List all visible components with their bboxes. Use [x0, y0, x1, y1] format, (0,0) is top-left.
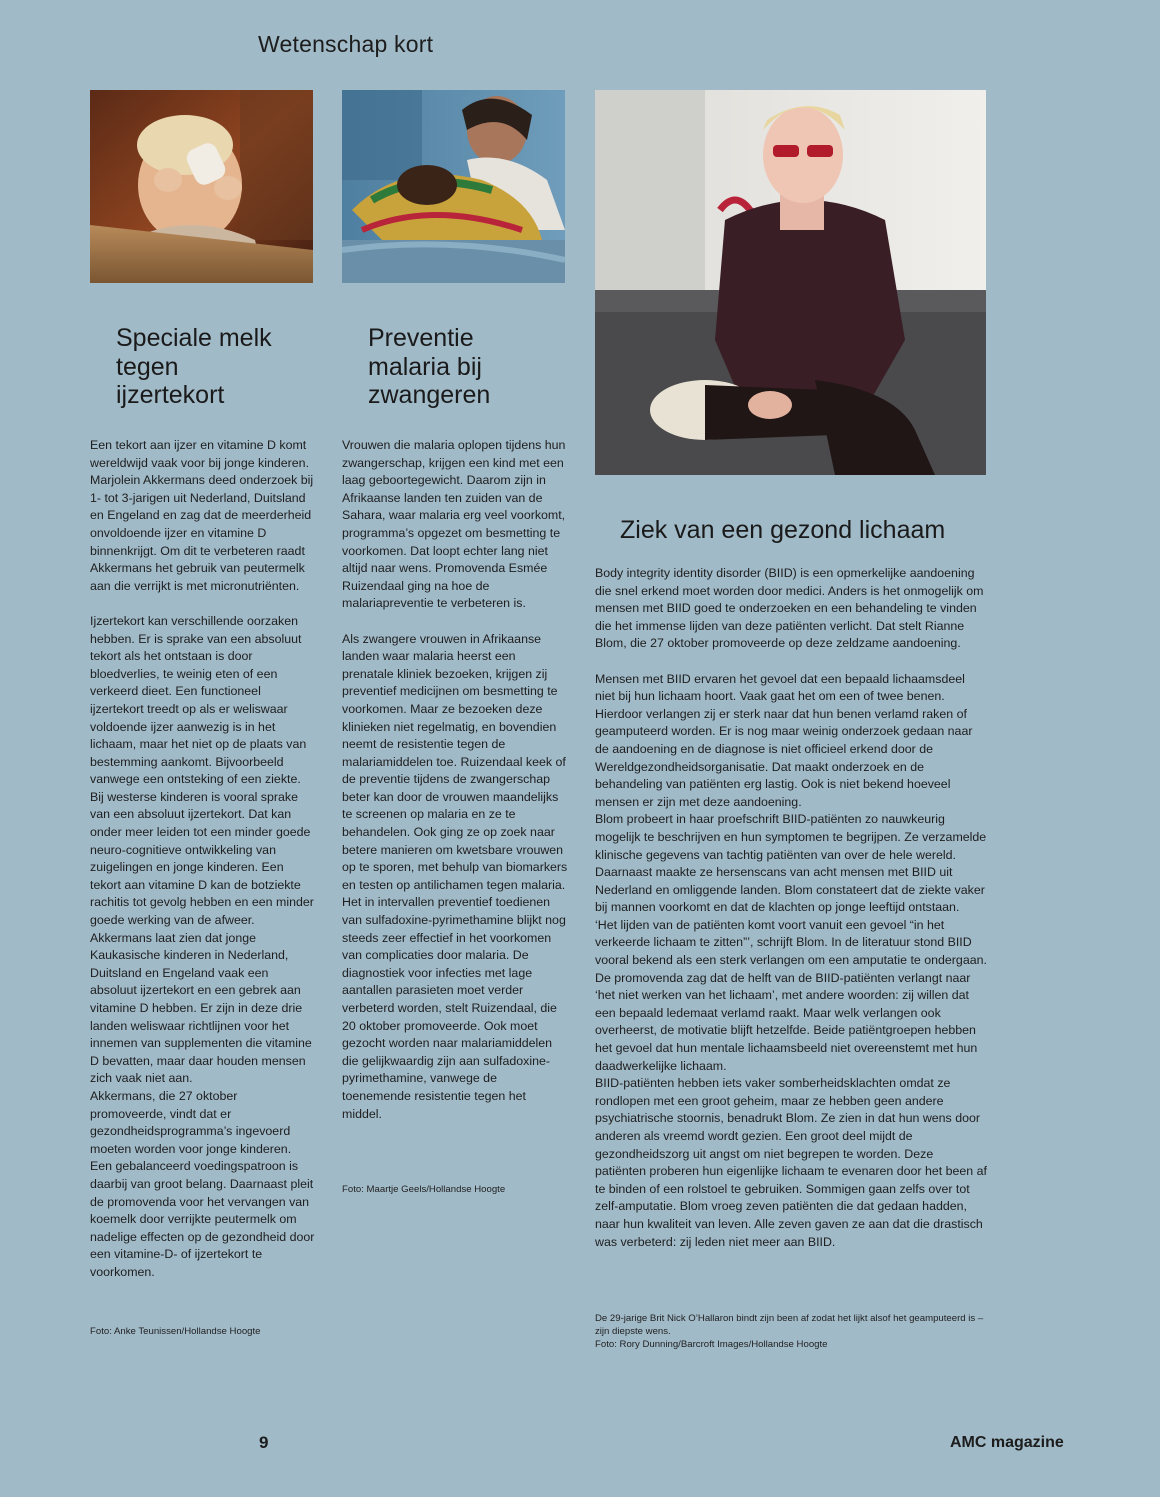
- photo-biid-man: [595, 90, 986, 475]
- paragraph: Vrouwen die malaria oplopen tijdens hun zwangerschap, krijgen een kind met een laag geboortegewicht. Daarom zijn in Afrikaanse landen ten zuiden van de Sahara, waar malaria erg veel voorkomt, programma’s opgezet om besmetting te voorkomen. Dat loopt echter lang niet altijd naar wens. Promovenda Esmée Ruizendaal ging na hoe de malariapreventie te verbeteren is.: [342, 438, 566, 611]
- paragraph: Als zwangere vrouwen in Afrikaanse landen waar malaria heerst een prenatale kliniek bezoeken, krijgen zij preventief medicijnen om besmetting te voorkomen. Maar ze bezoeken deze klinieken niet regelmatig, en bovendien neemt de resistentie tegen de malariamiddelen toe. Ruizendaal keek of de preventie tijdens de zwangerschap beter kan door de vrouwen maandelijks te screenen op malaria en ze te behandelen. Ook ging ze op zoek naar betere manieren om kwetsbare vrouwen op te sporen, met behulp van biomarkers en testen op antilichamen tegen malaria.: [342, 631, 568, 892]
- page-number: 9: [259, 1433, 269, 1452]
- paragraph: BIID-patiënten hebben iets vaker somberheidsklachten omdat ze rondlopen met een groot geheim, maar ze hebben geen andere psychiatrische stoornis, benadrukt Blom. Ze zien in dat hun wens door anderen als vreemd wordt gezien. Een groot deel mijdt de gezondheidszorg uit angst om niet begrepen te worden. Deze patiënten proberen hun eigenlijke lichaam te evenaren door het been af te binden of een rolstoel te gebruiken. Sommigen gaan zelfs over tot zelf-amputatie. Blom vroeg zeven patiënten die dat gedaan hadden, naar hun kwaliteit van leven. Alle zeven gaven ze aan dat die drastisch was verbeterd: zij leden niet meer aan BIID.: [595, 1076, 987, 1249]
- headline-biid: Ziek van een gezond lichaam: [620, 516, 946, 544]
- paragraph: Ijzertekort kan verschillende oorzaken hebben. Er is sprake van een absoluut tekort als het ontstaan is door bloedverlies, te weinig eten of een verkeerd dieet. Een functioneel ijzertekort treedt op als er weliswaar voldoende ijzer aanwezig is in het lichaam, maar het niet op de plaats van bestemming aankomt. Bijvoorbeeld vanwege een ontsteking of een ziekte. Bij westerse kinderen is vooral sprake van een absoluut ijzertekort. Dat kan onder meer leiden tot een minder goede neuro-cognitieve ontwikkeling van zuigelingen en jonge kinderen. Een tekort aan vitamine D kan de botziekte rachitis tot gevolg hebben en een minder goede werking van de afweer. Akkermans laat zien dat jonge Kaukasische kinderen in Nederland, Duitsland en Engeland vaak een absoluut ijzertekort en een gebrek aan vitamine D hebben. Er zijn in deze drie landen weliswaar richtlijnen voor het innemen van supplementen die vitamine D bevatten, maar daar houden mensen zich vaak niet aan.: [90, 613, 314, 1086]
- headline-melk: Speciale melk tegen ijzertekort: [116, 324, 272, 409]
- photo-toddler: [90, 90, 313, 283]
- paragraph: Mensen met BIID ervaren het gevoel dat een bepaald lichaamsdeel niet bij hun lichaam hoort. Vaak gaat het om een of twee benen. Hierdoor verlangen zij er sterk naar dat hun benen verlamd raken of geamputeerd worden. Er is nog maar weinig onderzoek gedaan naar de aandoening en de diagnose is niet officieel erkend door de Wereldgezondheidsorganisatie. Dat maakt onderzoek en de behandeling van patiënten erg lastig. Ook is niet bekend hoeveel mensen er zijn met deze aandoening.: [595, 671, 973, 809]
- photo-credit-malaria: Foto: Maartje Geels/Hollandse Hoogte: [342, 1184, 506, 1195]
- paragraph: Het in intervallen preventief toedienen van sulfadoxine-pyrimethamine blijkt nog steeds zeer effectief in het voorkomen van complicaties door malaria. De diagnostiek voor infecties met lage aantallen parasieten moet verder verbeterd worden, stelt Ruizendaal, die 20 oktober promoveerde. Ook moet gezocht worden naar malariamiddelen die gelijkwaardig zijn aan sulfadoxine-pyrimethamine, vanwege de toenemende resistentie tegen het middel.: [342, 895, 566, 1121]
- caption-credit: Foto: Rory Dunning/Barcroft Images/Hollandse Hoogte: [595, 1339, 828, 1350]
- article-malaria-body: [342, 437, 568, 1123]
- caption-text: De 29-jarige Brit Nick O’Hallaron bindt zijn been af zodat het lijkt alsof het geamputeerd is – zijn diepste wens.: [595, 1313, 984, 1337]
- photo-caption-biid: [595, 1312, 987, 1351]
- section-title: Wetenschap kort: [258, 31, 434, 57]
- paragraph: Blom probeert in haar proefschrift BIID-patiënten zo nauwkeurig mogelijk te beschrijven en hun symptomen te begrijpen. Ze verzamelde klinische gegevens van tachtig patiënten van over de hele wereld. Daarnaast maakte ze hersenscans van acht mensen met BIID uit Nederland en omliggende landen. Blom constateert dat de ziekte vaker bij mannen voorkomt en dat de klachten op jonge leeftijd ontstaan.: [595, 812, 987, 915]
- paragraph: Body integrity identity disorder (BIID) is een opmerkelijke aandoening die snel erkend moet worden door medici. Anders is het onmogelijk om mensen met BIID goed te onderzoeken en een behandeling te vinden die het immense lijden van deze patiënten verlicht. Dat stelt Rianne Blom, die 27 oktober promoveerde op deze zeldzame aandoening.: [595, 566, 984, 651]
- paragraph: Akkermans, die 27 oktober promoveerde, vindt dat er gezondheidsprogramma’s ingevoerd moeten worden voor jonge kinderen. Een gebalanceerd voedingspatroon is daarbij van groot belang. Daarnaast pleit de promovenda voor het vervangen van koemelk door verrijkte peutermelk om nadelige effecten op de gezondheid door een vitamine-D- of ijzertekort te voorkomen.: [90, 1088, 315, 1279]
- paragraph: ‘Het lijden van de patiënten komt voort vanuit een gevoel “in het verkeerde lichaam te zitten”’, schrijft Blom. In de literatuur stond BIID vooral bekend als een sterk verlangen om een amputatie te ondergaan. De promovenda zag dat de helft van de BIID-patiënten verlangt naar ‘het niet werken van het lichaam’, met andere woorden: zij willen dat een bepaald ledemaat verlamd raakt. Maar welk verlangen ook overheerst, de motivatie blijft hetzelfde. Beide patiëntgroepen hebben het gevoel dat hun mentale lichaamsbeeld niet overeenstemt met hun daadwerkelijke lichaam.: [595, 917, 987, 1073]
- photo-credit-melk: Foto: Anke Teunissen/Hollandse Hoogte: [90, 1326, 261, 1337]
- article-melk-body: [90, 437, 316, 1282]
- magazine-name: AMC magazine: [950, 1434, 1064, 1451]
- headline-malaria: Preventie malaria bij zwangeren: [368, 324, 491, 409]
- article-biid-body: [595, 565, 987, 1251]
- paragraph: Een tekort aan ijzer en vitamine D komt wereldwijd vaak voor bij jonge kinderen. Marjolein Akkermans deed onderzoek bij 1- tot 3-jarigen uit Nederland, Duitsland en Engeland en zag dat de meerderheid onvoldoende ijzer en vitamine D binnenkrijgt. Om dit te verbeteren raadt Akkermans het gebruik van peutermelk aan die verrijkt is met micronutriënten.: [90, 438, 314, 593]
- photo-malaria: [342, 90, 565, 283]
